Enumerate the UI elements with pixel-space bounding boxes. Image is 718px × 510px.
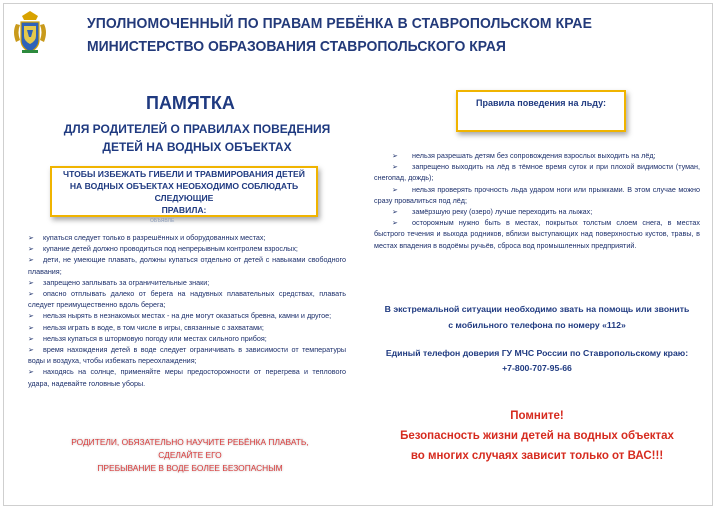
rules-intro-line: ЧТОБЫ ИЗБЕЖАТЬ ГИБЕЛИ И ТРАВМИРОВАНИЯ ДЕТЕЙ xyxy=(63,169,305,179)
trust-phone-number: +7-800-707-95-66 xyxy=(502,363,572,373)
parents-swim-note-line: РОДИТЕЛИ, ОБЯЗАТЕЛЬНО НАУЧИТЕ РЕБЁНКА ПЛАВАТЬ, СДЕЛАЙТЕ ЕГО xyxy=(71,437,309,460)
arrow-bullet-icon: ➢ xyxy=(28,233,35,242)
arrow-bullet-icon: ➢ xyxy=(28,367,35,377)
arrow-bullet-icon: ➢ xyxy=(392,218,399,228)
list-item: ➢ запрещено выходить на лёд в тёмное время суток и при плохой видимости (туман, снегопад, дождь); xyxy=(374,162,700,183)
emergency-line-1: В экстремальной ситуации необходимо звать на помощь или звонить xyxy=(384,304,690,314)
arrow-bullet-icon: ➢ xyxy=(28,345,35,355)
list-item: ➢ время нахождения детей в воде следует ограничивать в зависимости от температуры воды и воздуха, чтобы избежать переохлаждения; xyxy=(28,345,346,366)
arrow-bullet-icon: ➢ xyxy=(28,255,35,265)
list-item: ➢ купание детей должно проводиться под непрерывным контролем взрослых; xyxy=(28,244,298,254)
water-rules-list xyxy=(28,232,346,389)
arrow-bullet-icon: ➢ xyxy=(28,322,35,332)
list-item: ➢ осторожным нужно быть в местах, покрытых толстым слоем снега, в местах быстрого течения и выхода родников, вблизи выступающих над поверхностью кустов, травы, в местах впадения в водоёмы ручьёв, сброса вод промышленных предприятий. xyxy=(374,218,700,250)
list-item: ➢ запрещено заплывать за ограничительные знаки; xyxy=(28,277,210,287)
emergency-line-2: с мобильного телефона по номеру «112» xyxy=(448,320,626,330)
rules-intro-line: НА ВОДНЫХ ОБЪЕКТАХ НЕОБХОДИМО СОБЛЮДАТЬ СЛЕДУЮЩИЕ xyxy=(69,181,299,203)
remember-line-1: Безопасность жизни детей на водных объектах xyxy=(400,430,674,442)
rules-intro-box xyxy=(50,166,318,217)
list-item: ➢ нельзя разрешать детям без сопровождения взрослых выходить на лёд; xyxy=(392,151,656,160)
ice-rules-title: Правила поведения на льду: xyxy=(476,98,606,108)
memo-subtitle-1: ДЛЯ РОДИТЕЛЕЙ О ПРАВИЛАХ ПОВЕДЕНИЯ xyxy=(63,122,331,136)
ice-rules-list xyxy=(374,150,700,251)
arrow-bullet-icon: ➢ xyxy=(28,244,35,254)
trust-phone-label: Единый телефон доверия ГУ МЧС России по Ставропольскому краю: xyxy=(385,348,689,358)
list-item: ➢ купаться следует только в разрешённых и оборудованных местах; xyxy=(28,233,266,242)
header-line-1: УПОЛНОМОЧЕННЫЙ ПО ПРАВАМ РЕБЁНКА В СТАВРОПОЛЬСКОМ КРАЕ xyxy=(87,15,592,32)
list-item: ➢ замёрзшую реку (озеро) лучше переходить на лыжах; xyxy=(392,207,593,217)
small-tag: ОБЪЯВЛЕ xyxy=(150,218,175,224)
arrow-bullet-icon: ➢ xyxy=(28,311,35,321)
remember-line-2: во многих случаях зависит только от ВАС!!! xyxy=(410,450,664,462)
list-item: ➢ опасно отплывать далеко от берега на надувных плавательных средствах, плавать следует преимущественно вдоль берега; xyxy=(28,289,346,310)
arrow-bullet-icon: ➢ xyxy=(392,207,399,217)
arrow-bullet-icon: ➢ xyxy=(392,184,399,194)
memo-title: ПАМЯТКА xyxy=(146,93,235,113)
parents-swim-note-line: ПРЕБЫВАНИЕ В ВОДЕ БОЛЕЕ БЕЗОПАСНЫМ xyxy=(97,463,283,473)
list-item: ➢ нельзя проверять прочность льда ударом ноги или прыжками. В этом случае можно сразу провалиться под лёд; xyxy=(374,184,700,205)
memo-subtitle-2: ДЕТЕЙ НА ВОДНЫХ ОБЪЕКТАХ xyxy=(102,140,292,154)
list-item: ➢ нельзя купаться в штормовую погоду или местах сильного прибоя; xyxy=(28,333,267,343)
arrow-bullet-icon: ➢ xyxy=(392,151,399,160)
parents-swim-note xyxy=(60,436,320,475)
ice-rules-title-box xyxy=(456,90,626,132)
arrow-bullet-icon: ➢ xyxy=(28,333,35,343)
list-item: ➢ нельзя нырять в незнакомых местах - на дне могут оказаться бревна, камни и другое; xyxy=(28,311,332,321)
arrow-bullet-icon: ➢ xyxy=(392,162,399,172)
list-item: ➢ нельзя играть в воде, в том числе в игры, связанные с захватами; xyxy=(28,322,264,332)
coat-of-arms-icon xyxy=(10,10,50,56)
header-line-2: МИНИСТЕРСТВО ОБРАЗОВАНИЯ СТАВРОПОЛЬСКОГО КРАЯ xyxy=(87,38,506,55)
list-item: ➢ находясь на солнце, применяйте меры предосторожности от перегрева и теплового удара, надевайте головные уборы. xyxy=(28,367,346,388)
arrow-bullet-icon: ➢ xyxy=(28,289,35,299)
arrow-bullet-icon: ➢ xyxy=(28,277,35,287)
list-item: ➢ дети, не умеющие плавать, должны купаться отдельно от детей с навыками свободного плавания; xyxy=(28,255,346,276)
remember-heading: Помните! xyxy=(510,410,564,422)
rules-intro-line: ПРАВИЛА: xyxy=(161,205,207,215)
